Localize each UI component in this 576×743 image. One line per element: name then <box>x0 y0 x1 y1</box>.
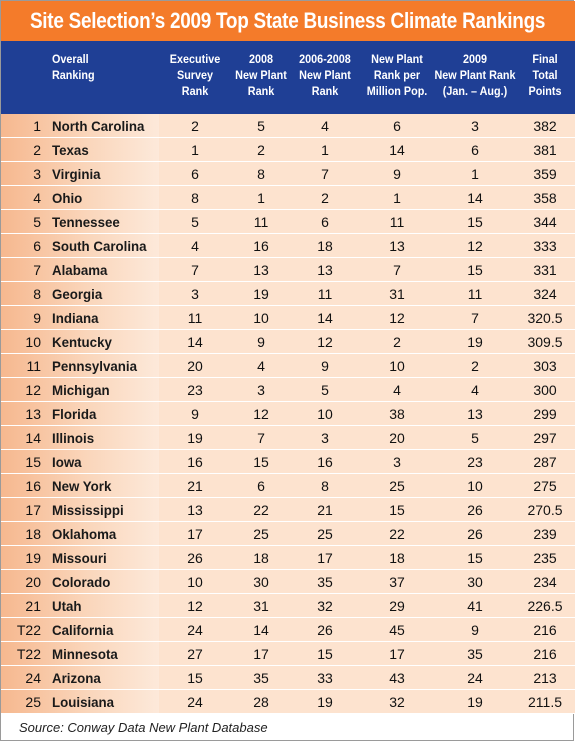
cell-final-total-points: 320.5 <box>527 310 563 326</box>
cell-state: New York <box>52 478 112 494</box>
cell-2008-new-plant-rank: 11 <box>253 214 269 230</box>
cell-executive-survey-rank: 23 <box>187 382 203 398</box>
header-2009-new-plant-rank: 2009 New Plant Rank (Jan. – Aug.) <box>434 52 516 98</box>
cell-2006-2008-new-plant-rank: 3 <box>321 430 329 446</box>
cell-executive-survey-rank: 4 <box>191 238 199 254</box>
cell-2008-new-plant-rank: 30 <box>253 574 269 590</box>
cell-final-total-points: 211.5 <box>528 694 562 710</box>
cell-overall-ranking: 19 <box>25 550 41 566</box>
header-overall-ranking: Overall Ranking <box>52 52 95 82</box>
cell-2008-new-plant-rank: 22 <box>253 502 269 518</box>
cell-2008-new-plant-rank: 35 <box>253 670 269 686</box>
cell-executive-survey-rank: 19 <box>187 430 203 446</box>
cell-overall-ranking: 15 <box>25 454 41 470</box>
cell-executive-survey-rank: 20 <box>187 358 203 374</box>
cell-2008-new-plant-rank: 7 <box>257 430 265 446</box>
cell-2009-new-plant-rank: 10 <box>467 478 483 494</box>
cell-2009-new-plant-rank: 11 <box>467 286 483 302</box>
cell-2009-new-plant-rank: 15 <box>467 214 483 230</box>
cell-2009-new-plant-rank: 15 <box>467 550 483 566</box>
header-new-plant-rank-per-million: New Plant Rank per Million Pop. <box>366 52 428 98</box>
table-row <box>1 378 575 402</box>
cell-final-total-points: 235 <box>533 550 557 566</box>
cell-2009-new-plant-rank: 15 <box>467 262 483 278</box>
cell-new-plant-rank-per-million: 18 <box>389 550 405 566</box>
cell-2009-new-plant-rank: 9 <box>471 622 479 638</box>
cell-2006-2008-new-plant-rank: 14 <box>317 310 333 326</box>
table-row <box>1 186 575 210</box>
table-row <box>1 546 575 570</box>
cell-2006-2008-new-plant-rank: 13 <box>317 262 333 278</box>
cell-final-total-points: 299 <box>533 406 557 422</box>
table-row <box>1 594 575 618</box>
cell-2009-new-plant-rank: 3 <box>471 118 479 134</box>
cell-executive-survey-rank: 1 <box>191 142 199 158</box>
cell-2009-new-plant-rank: 26 <box>467 526 483 542</box>
cell-overall-ranking: 14 <box>25 430 41 446</box>
table-row <box>1 618 575 642</box>
cell-2009-new-plant-rank: 30 <box>467 574 483 590</box>
cell-executive-survey-rank: 15 <box>187 670 203 686</box>
cell-new-plant-rank-per-million: 22 <box>389 526 405 542</box>
cell-final-total-points: 213 <box>533 670 557 686</box>
source-note: Source: Conway Data New Plant Database <box>19 720 268 735</box>
cell-2009-new-plant-rank: 1 <box>471 166 479 182</box>
cell-overall-ranking: 7 <box>33 262 41 278</box>
table-row <box>1 258 575 282</box>
cell-new-plant-rank-per-million: 4 <box>393 382 401 398</box>
cell-2008-new-plant-rank: 28 <box>253 694 269 710</box>
cell-final-total-points: 358 <box>533 190 557 206</box>
cell-2006-2008-new-plant-rank: 1 <box>321 142 329 158</box>
cell-state: Alabama <box>52 262 108 278</box>
header-2006-2008-new-plant-rank: 2006-2008 New Plant Rank <box>299 52 351 98</box>
cell-2008-new-plant-rank: 17 <box>253 646 269 662</box>
cell-overall-ranking: 21 <box>25 598 41 614</box>
cell-2009-new-plant-rank: 23 <box>467 454 483 470</box>
cell-final-total-points: 300 <box>533 382 557 398</box>
cell-2006-2008-new-plant-rank: 17 <box>317 550 333 566</box>
cell-state: North Carolina <box>52 118 145 134</box>
cell-overall-ranking: 20 <box>25 574 41 590</box>
cell-2008-new-plant-rank: 6 <box>257 478 265 494</box>
cell-state: Ohio <box>52 190 83 206</box>
cell-state: Texas <box>52 142 89 158</box>
cell-2006-2008-new-plant-rank: 25 <box>317 526 333 542</box>
table-row <box>1 426 575 450</box>
cell-2006-2008-new-plant-rank: 7 <box>321 166 329 182</box>
cell-new-plant-rank-per-million: 10 <box>389 358 405 374</box>
cell-state: Tennessee <box>52 214 120 230</box>
cell-executive-survey-rank: 8 <box>191 190 199 206</box>
cell-overall-ranking: T22 <box>16 622 41 638</box>
cell-2008-new-plant-rank: 14 <box>253 622 269 638</box>
cell-overall-ranking: 24 <box>25 670 41 686</box>
cell-state: Indiana <box>52 310 99 326</box>
cell-executive-survey-rank: 27 <box>187 646 203 662</box>
cell-2009-new-plant-rank: 41 <box>467 598 483 614</box>
cell-2006-2008-new-plant-rank: 5 <box>321 382 329 398</box>
cell-final-total-points: 324 <box>533 286 557 302</box>
cell-overall-ranking: 18 <box>25 526 41 542</box>
cell-2009-new-plant-rank: 12 <box>467 238 483 254</box>
table-row <box>1 642 575 666</box>
cell-2008-new-plant-rank: 15 <box>253 454 269 470</box>
cell-2006-2008-new-plant-rank: 2 <box>321 190 329 206</box>
cell-2009-new-plant-rank: 4 <box>471 382 479 398</box>
cell-overall-ranking: 4 <box>33 190 41 206</box>
cell-2008-new-plant-rank: 1 <box>257 190 265 206</box>
table-title-text: Site Selection’s 2009 Top State Business Climate Rankings <box>30 8 546 33</box>
cell-final-total-points: 275 <box>533 478 557 494</box>
table-row <box>1 690 575 714</box>
cell-executive-survey-rank: 2 <box>191 118 199 134</box>
cell-new-plant-rank-per-million: 25 <box>389 478 405 494</box>
header-final-total-points: Final Total Points <box>528 52 562 98</box>
table-row <box>1 522 575 546</box>
cell-2009-new-plant-rank: 2 <box>471 358 479 374</box>
cell-state: Utah <box>52 598 82 614</box>
cell-new-plant-rank-per-million: 31 <box>389 286 405 302</box>
cell-executive-survey-rank: 6 <box>191 166 199 182</box>
cell-new-plant-rank-per-million: 32 <box>389 694 405 710</box>
table-row <box>1 354 575 378</box>
column-header-row <box>1 41 575 114</box>
table-row <box>1 210 575 234</box>
cell-executive-survey-rank: 3 <box>191 286 199 302</box>
cell-2006-2008-new-plant-rank: 18 <box>317 238 333 254</box>
cell-new-plant-rank-per-million: 3 <box>393 454 401 470</box>
cell-overall-ranking: 1 <box>33 118 41 134</box>
cell-new-plant-rank-per-million: 20 <box>389 430 405 446</box>
table-row <box>1 450 575 474</box>
header-executive-survey-rank: Executive Survey Rank <box>169 52 221 98</box>
cell-2008-new-plant-rank: 12 <box>253 406 269 422</box>
cell-state: Michigan <box>52 382 110 398</box>
cell-new-plant-rank-per-million: 2 <box>393 334 401 350</box>
cell-overall-ranking: 10 <box>25 334 41 350</box>
table-row <box>1 234 575 258</box>
cell-final-total-points: 381 <box>533 142 557 158</box>
cell-overall-ranking: 3 <box>33 166 41 182</box>
cell-state: Minnesota <box>52 646 118 662</box>
cell-final-total-points: 359 <box>533 166 557 182</box>
table-row <box>1 570 575 594</box>
cell-2006-2008-new-plant-rank: 12 <box>317 334 333 350</box>
cell-state: Virginia <box>52 166 101 182</box>
cell-executive-survey-rank: 12 <box>187 598 203 614</box>
cell-state: Iowa <box>52 454 82 470</box>
cell-executive-survey-rank: 11 <box>187 310 203 326</box>
cell-state: California <box>52 622 114 638</box>
cell-executive-survey-rank: 17 <box>187 526 203 542</box>
cell-final-total-points: 234 <box>533 574 557 590</box>
cell-overall-ranking: 8 <box>33 286 41 302</box>
cell-2006-2008-new-plant-rank: 9 <box>321 358 329 374</box>
cell-final-total-points: 239 <box>533 526 557 542</box>
cell-new-plant-rank-per-million: 29 <box>389 598 405 614</box>
table-row <box>1 162 575 186</box>
cell-final-total-points: 331 <box>533 262 557 278</box>
table-title <box>1 1 575 41</box>
table-row <box>1 306 575 330</box>
cell-2009-new-plant-rank: 35 <box>467 646 483 662</box>
cell-new-plant-rank-per-million: 37 <box>389 574 405 590</box>
cell-new-plant-rank-per-million: 7 <box>393 262 401 278</box>
cell-overall-ranking: 25 <box>25 694 41 710</box>
cell-2006-2008-new-plant-rank: 26 <box>317 622 333 638</box>
cell-new-plant-rank-per-million: 38 <box>389 406 405 422</box>
cell-executive-survey-rank: 10 <box>187 574 203 590</box>
cell-overall-ranking: 11 <box>26 358 41 374</box>
cell-overall-ranking: 13 <box>25 406 41 422</box>
cell-overall-ranking: 17 <box>25 502 41 518</box>
cell-2009-new-plant-rank: 26 <box>467 502 483 518</box>
cell-executive-survey-rank: 26 <box>187 550 203 566</box>
cell-executive-survey-rank: 5 <box>191 214 199 230</box>
cell-executive-survey-rank: 21 <box>187 478 203 494</box>
cell-2006-2008-new-plant-rank: 4 <box>321 118 329 134</box>
cell-2008-new-plant-rank: 19 <box>253 286 269 302</box>
table-row <box>1 666 575 690</box>
cell-final-total-points: 333 <box>533 238 557 254</box>
cell-final-total-points: 226.5 <box>527 598 563 614</box>
cell-2008-new-plant-rank: 13 <box>253 262 269 278</box>
cell-new-plant-rank-per-million: 43 <box>389 670 405 686</box>
cell-new-plant-rank-per-million: 11 <box>389 214 405 230</box>
cell-state: Arizona <box>52 670 101 686</box>
cell-2008-new-plant-rank: 18 <box>253 550 269 566</box>
cell-2009-new-plant-rank: 6 <box>471 142 479 158</box>
cell-executive-survey-rank: 16 <box>187 454 203 470</box>
cell-2008-new-plant-rank: 31 <box>253 598 269 614</box>
cell-new-plant-rank-per-million: 17 <box>389 646 405 662</box>
table-row <box>1 114 575 138</box>
cell-state: Pennsylvania <box>52 358 138 374</box>
cell-2009-new-plant-rank: 14 <box>467 190 483 206</box>
cell-final-total-points: 309.5 <box>527 334 563 350</box>
cell-overall-ranking: T22 <box>16 646 41 662</box>
header-2008-new-plant-rank: 2008 New Plant Rank <box>235 52 287 98</box>
cell-2009-new-plant-rank: 24 <box>467 670 483 686</box>
cell-final-total-points: 216 <box>533 646 557 662</box>
cell-new-plant-rank-per-million: 6 <box>393 118 401 134</box>
cell-2006-2008-new-plant-rank: 16 <box>317 454 333 470</box>
table-row <box>1 402 575 426</box>
cell-2006-2008-new-plant-rank: 19 <box>317 694 333 710</box>
cell-2006-2008-new-plant-rank: 15 <box>317 646 333 662</box>
cell-2006-2008-new-plant-rank: 11 <box>317 286 333 302</box>
cell-executive-survey-rank: 9 <box>191 406 199 422</box>
cell-2008-new-plant-rank: 5 <box>257 118 265 134</box>
cell-2008-new-plant-rank: 3 <box>257 382 265 398</box>
cell-executive-survey-rank: 7 <box>191 262 199 278</box>
cell-2006-2008-new-plant-rank: 35 <box>317 574 333 590</box>
cell-state: Kentucky <box>52 334 112 350</box>
cell-2009-new-plant-rank: 7 <box>471 310 479 326</box>
table-row <box>1 330 575 354</box>
cell-2009-new-plant-rank: 13 <box>467 406 483 422</box>
cell-new-plant-rank-per-million: 45 <box>389 622 405 638</box>
cell-final-total-points: 270.5 <box>527 502 563 518</box>
cell-state: South Carolina <box>52 238 147 254</box>
cell-final-total-points: 216 <box>533 622 557 638</box>
cell-2008-new-plant-rank: 2 <box>257 142 265 158</box>
cell-new-plant-rank-per-million: 9 <box>393 166 401 182</box>
cell-executive-survey-rank: 14 <box>187 334 203 350</box>
cell-new-plant-rank-per-million: 13 <box>389 238 405 254</box>
cell-overall-ranking: 5 <box>33 214 41 230</box>
cell-2006-2008-new-plant-rank: 33 <box>317 670 333 686</box>
table-row <box>1 474 575 498</box>
cell-2006-2008-new-plant-rank: 8 <box>321 478 329 494</box>
cell-2008-new-plant-rank: 8 <box>257 166 265 182</box>
cell-overall-ranking: 2 <box>33 142 41 158</box>
cell-overall-ranking: 9 <box>33 310 41 326</box>
cell-overall-ranking: 16 <box>25 478 41 494</box>
cell-state: Florida <box>52 406 97 422</box>
cell-state: Illinois <box>52 430 95 446</box>
cell-2008-new-plant-rank: 4 <box>257 358 265 374</box>
cell-final-total-points: 303 <box>533 358 557 374</box>
cell-new-plant-rank-per-million: 12 <box>389 310 405 326</box>
cell-state: Colorado <box>52 574 111 590</box>
cell-2006-2008-new-plant-rank: 21 <box>317 502 333 518</box>
cell-2006-2008-new-plant-rank: 32 <box>317 598 333 614</box>
cell-state: Missouri <box>52 550 107 566</box>
table-row <box>1 282 575 306</box>
cell-final-total-points: 297 <box>533 430 557 446</box>
table-row <box>1 498 575 522</box>
cell-executive-survey-rank: 13 <box>187 502 203 518</box>
cell-2009-new-plant-rank: 19 <box>467 694 483 710</box>
cell-overall-ranking: 12 <box>25 382 41 398</box>
cell-state: Louisiana <box>52 694 115 710</box>
cell-final-total-points: 344 <box>533 214 557 230</box>
cell-2008-new-plant-rank: 10 <box>253 310 269 326</box>
cell-2008-new-plant-rank: 9 <box>257 334 265 350</box>
table-row <box>1 138 575 162</box>
cell-executive-survey-rank: 24 <box>187 694 203 710</box>
cell-2008-new-plant-rank: 16 <box>253 238 269 254</box>
cell-new-plant-rank-per-million: 1 <box>393 190 401 206</box>
cell-executive-survey-rank: 24 <box>187 622 203 638</box>
cell-2006-2008-new-plant-rank: 6 <box>321 214 329 230</box>
cell-final-total-points: 287 <box>533 454 557 470</box>
cell-state: Mississippi <box>52 502 124 518</box>
cell-2009-new-plant-rank: 19 <box>467 334 483 350</box>
cell-state: Georgia <box>52 286 103 302</box>
cell-new-plant-rank-per-million: 14 <box>389 142 405 158</box>
table-body <box>1 114 575 713</box>
cell-2006-2008-new-plant-rank: 10 <box>317 406 333 422</box>
cell-2009-new-plant-rank: 5 <box>471 430 479 446</box>
cell-final-total-points: 382 <box>533 118 557 134</box>
cell-overall-ranking: 6 <box>33 238 41 254</box>
cell-2008-new-plant-rank: 25 <box>253 526 269 542</box>
cell-new-plant-rank-per-million: 15 <box>389 502 405 518</box>
cell-state: Oklahoma <box>52 526 117 542</box>
